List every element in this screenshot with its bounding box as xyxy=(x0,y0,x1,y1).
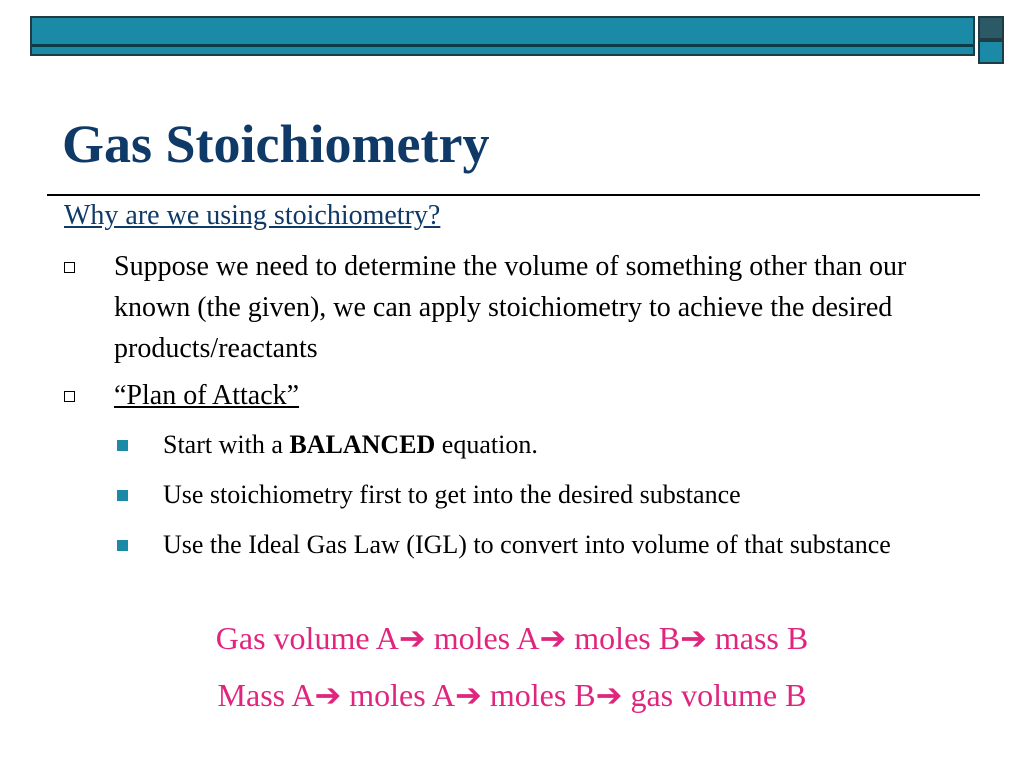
slide-title: Gas Stoichiometry xyxy=(62,114,490,174)
arrow-right-icon: ➔ xyxy=(314,677,342,713)
bullet-item-1: Suppose we need to determine the volume of something other than our known (the given), we can apply stoichiometry to achieve the desired products/reactants xyxy=(114,251,907,364)
arrow-right-icon: ➔ xyxy=(398,620,426,656)
flow-step: moles A xyxy=(349,677,456,713)
slide-subtitle: Why are we using stoichiometry? xyxy=(64,200,441,231)
sub-bullet-item-3: Use the Ideal Gas Law (IGL) to convert into volume of that substance xyxy=(163,530,891,559)
arrow-right-icon: ➔ xyxy=(455,677,482,713)
sub-bullet-bold-text: BALANCED xyxy=(289,430,436,459)
flow-step: moles B xyxy=(489,677,596,713)
plan-of-attack-label: “Plan of Attack” xyxy=(114,380,300,411)
conversion-flow-2 xyxy=(0,675,1024,715)
corner-square-bottom xyxy=(978,40,1004,64)
header-bar xyxy=(30,16,975,56)
bullet-item-2 xyxy=(114,375,974,416)
arrow-right-icon: ➔ xyxy=(595,677,623,713)
flow-step: mass B xyxy=(714,620,809,656)
sub-bullet-text: equation. xyxy=(435,430,538,459)
filled-square-bullet-icon xyxy=(117,440,128,451)
sub-bullet-item-1 xyxy=(163,425,963,464)
filled-square-bullet-icon xyxy=(117,490,128,501)
hollow-square-bullet-icon xyxy=(64,391,75,402)
filled-square-bullet-icon xyxy=(117,540,128,551)
arrow-right-icon: ➔ xyxy=(539,620,567,656)
conversion-flow-1 xyxy=(0,618,1024,658)
hollow-square-bullet-icon xyxy=(64,262,75,273)
header-bar-stripe xyxy=(32,44,973,47)
flow-step: moles A xyxy=(433,620,540,656)
arrow-right-icon: ➔ xyxy=(680,620,707,656)
sub-bullet-item-2: Use stoichiometry first to get into the desired substance xyxy=(163,480,741,509)
sub-bullet-text: Start with a xyxy=(163,430,290,459)
flow-step: Mass A xyxy=(217,677,315,713)
corner-square-top xyxy=(978,16,1004,40)
title-divider xyxy=(47,194,980,196)
flow-step: Gas volume A xyxy=(215,620,399,656)
flow-step: gas volume B xyxy=(630,677,807,713)
flow-step: moles B xyxy=(574,620,681,656)
